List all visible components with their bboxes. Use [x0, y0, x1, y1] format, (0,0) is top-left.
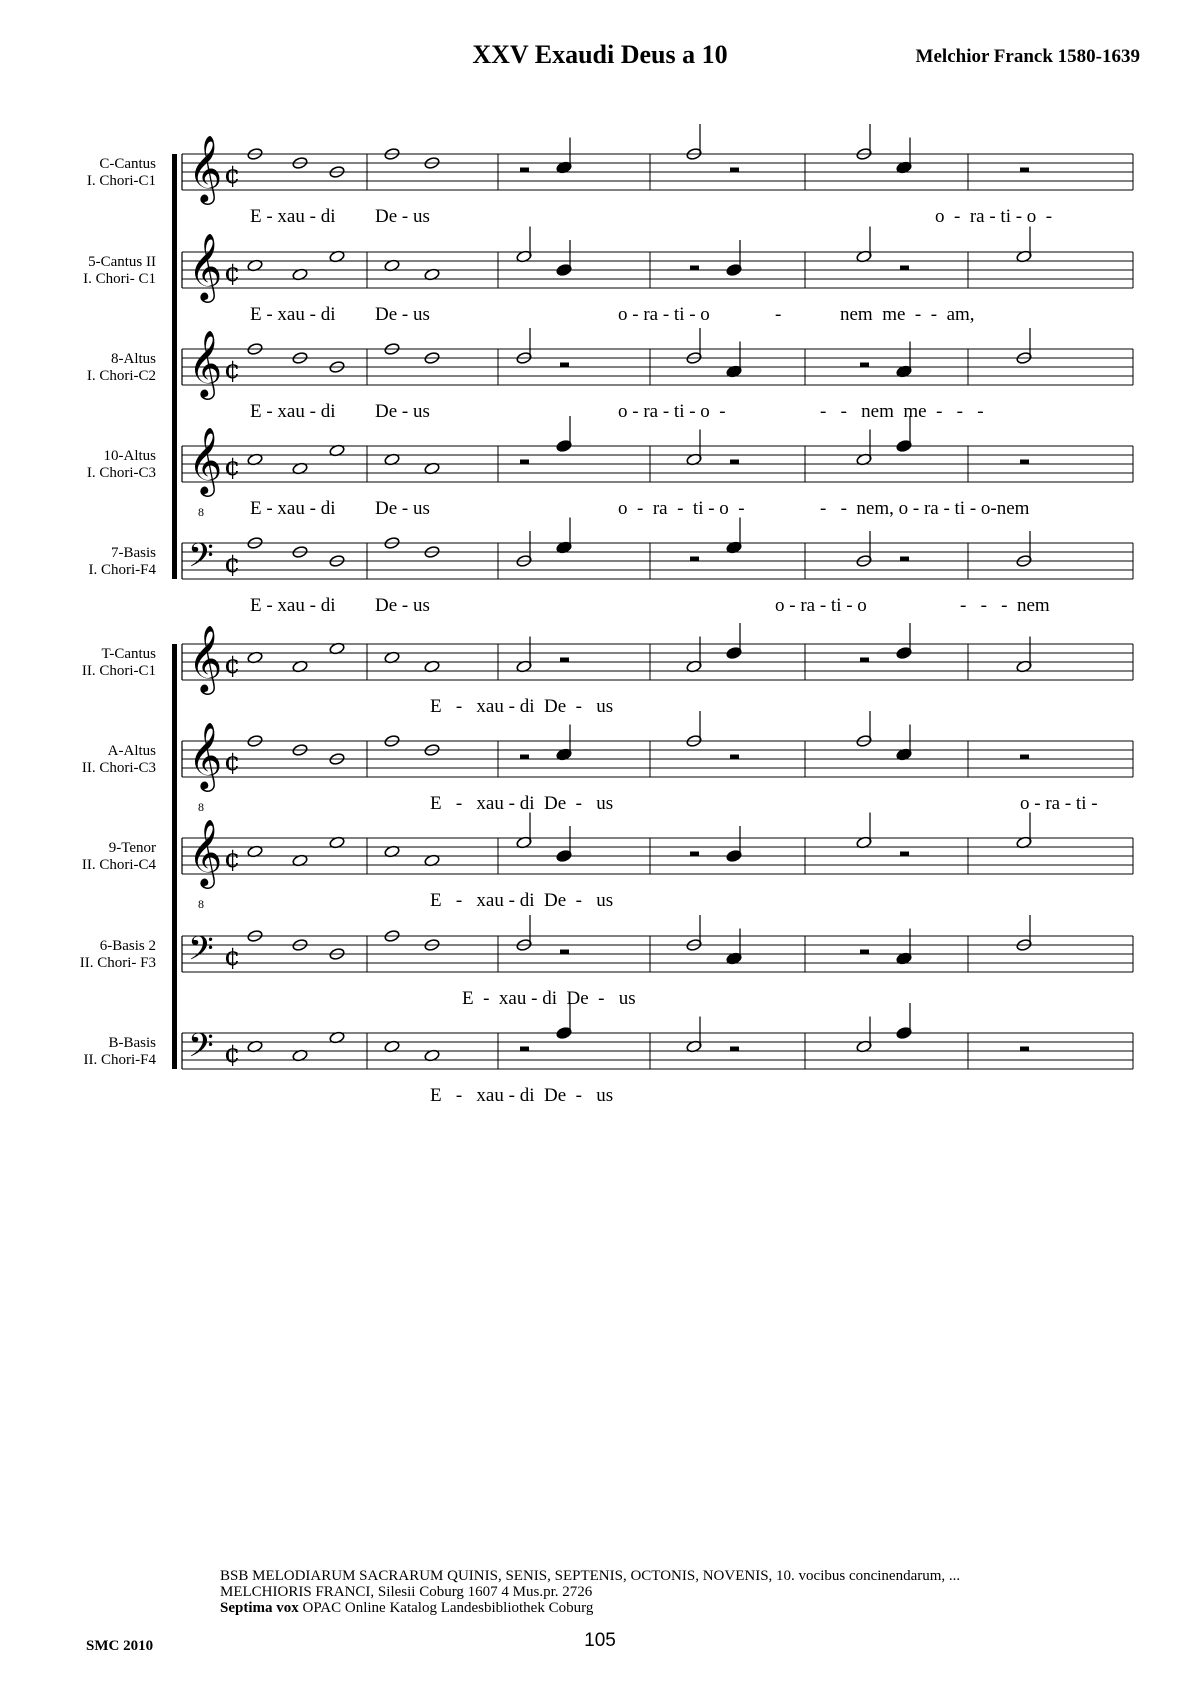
- lyric-syllables: o - ra - ti - o -: [935, 206, 1053, 227]
- cut-time-icon: ¢: [224, 355, 241, 385]
- rest-mark: [730, 168, 739, 172]
- voice-label-5: [89, 545, 157, 579]
- staff-7: [182, 711, 1133, 814]
- cut-time-icon: ¢: [224, 452, 241, 482]
- lyric-syllables: E - xau - di De - us: [430, 793, 614, 814]
- staff-6: [182, 623, 1133, 695]
- edition-mark: SMC 2010: [86, 1638, 154, 1654]
- voice-name: 9-Tenor: [108, 840, 156, 856]
- voice-name: A-Altus: [107, 743, 156, 759]
- rest-mark: [900, 266, 909, 270]
- treble-clef-icon: 𝄞: [188, 818, 223, 886]
- rest-mark: [690, 557, 699, 561]
- lyric-syllables: E - xau - di: [250, 206, 336, 227]
- rest-mark: [520, 460, 529, 464]
- staff-3: [182, 328, 1133, 400]
- lyric-syllables: E - xau - di: [250, 304, 336, 325]
- lyric-syllables: E - xau - di De - us: [430, 696, 614, 717]
- rest-mark: [520, 755, 529, 759]
- cut-time-icon: ¢: [224, 942, 241, 972]
- voice-choir: I. Chori-C1: [86, 173, 156, 189]
- choir-1-bracket: [172, 154, 177, 579]
- rest-mark: [560, 363, 569, 367]
- staff-10: [182, 1003, 1133, 1073]
- lyric-syllables: nem me - - am,: [840, 304, 975, 325]
- voice-label-10: [84, 1035, 157, 1069]
- voice-label-6: [82, 646, 156, 680]
- rest-mark: [900, 557, 909, 561]
- voice-name: 10-Altus: [103, 448, 156, 464]
- voice-label-7: [82, 743, 156, 777]
- rest-mark: [520, 1047, 529, 1051]
- rest-mark: [560, 950, 569, 954]
- staff-9: [182, 915, 1133, 976]
- rest-mark: [1020, 755, 1029, 759]
- voice-name: T-Cantus: [101, 646, 156, 662]
- composer-credit: Melchior Franck 1580-1639: [915, 46, 1140, 67]
- voice-choir: II. Chori-C4: [81, 857, 156, 873]
- cut-time-icon: ¢: [224, 1039, 241, 1069]
- rest-mark: [730, 460, 739, 464]
- treble-clef-icon: 𝄞: [188, 134, 223, 202]
- octave-8-mark: 8: [198, 505, 204, 519]
- rest-mark: [860, 658, 869, 662]
- lyric-syllables: De - us: [375, 498, 430, 519]
- rest-mark: [690, 852, 699, 856]
- cut-time-icon: ¢: [224, 160, 241, 190]
- source-footer: [220, 1568, 1140, 1616]
- lyric-syllables: -: [775, 304, 782, 325]
- voice-label-1: [87, 156, 156, 190]
- rest-mark: [730, 755, 739, 759]
- lyric-syllables: E - xau - di: [250, 401, 336, 422]
- cut-time-icon: ¢: [224, 549, 241, 579]
- lyric-syllables: E - xau - di De - us: [462, 988, 636, 1009]
- rest-mark: [860, 363, 869, 367]
- lyric-syllables: E - xau - di De - us: [430, 1085, 614, 1106]
- voice-name: 6-Basis 2: [99, 938, 156, 954]
- rest-mark: [860, 950, 869, 954]
- rest-mark: [730, 1047, 739, 1051]
- voice-name: 7-Basis: [111, 545, 156, 561]
- lyric-syllables: o - ra - ti -: [1020, 793, 1098, 814]
- lyric-syllables: De - us: [375, 595, 430, 616]
- lyric-syllables: - - nem me - - -: [820, 401, 984, 422]
- lyric-syllables: E - xau - di De - us: [430, 890, 614, 911]
- bass-clef-icon: 𝄢: [188, 537, 214, 583]
- rest-mark: [560, 658, 569, 662]
- lyric-syllables: o - ra - ti - o -: [618, 498, 745, 519]
- choir-2-bracket: [172, 644, 177, 1069]
- staff-1: [182, 124, 1133, 205]
- score-title: XXV Exaudi Deus a 10: [472, 40, 728, 69]
- voice-label-9: [80, 938, 156, 972]
- voice-name: 5-Cantus II: [88, 254, 156, 270]
- lyric-syllables: - - nem, o - ra - ti - o-nem: [820, 498, 1030, 519]
- voice-choir: II. Chori-F4: [83, 1052, 156, 1068]
- footer-line-2: MELCHIORIS FRANCI, Silesii Coburg 1607 4 Mus.pr. 2726: [220, 1584, 593, 1600]
- cut-time-icon: ¢: [224, 258, 241, 288]
- treble-clef-icon: 𝄞: [188, 721, 223, 789]
- rest-mark: [1020, 168, 1029, 172]
- voice-label-3: [87, 351, 156, 385]
- cut-time-icon: ¢: [224, 747, 241, 777]
- rest-mark: [520, 168, 529, 172]
- voice-choir: I. Chori-F4: [88, 562, 156, 578]
- octave-8-mark: 8: [198, 800, 204, 814]
- voice-choir: I. Chori- C1: [83, 271, 156, 287]
- treble-clef-icon: 𝄞: [188, 426, 223, 494]
- rest-mark: [1020, 1047, 1029, 1051]
- treble-clef-icon: 𝄞: [188, 329, 223, 397]
- treble-clef-icon: 𝄞: [188, 232, 223, 300]
- voice-label-4: [87, 448, 156, 482]
- voice-name: C-Cantus: [99, 156, 156, 172]
- footer-line-3: [220, 1600, 1140, 1616]
- rest-mark: [900, 852, 909, 856]
- voice-label-2: [83, 254, 156, 288]
- footer-line-1: BSB MELODIARUM SACRARUM QUINIS, SENIS, SEPTENIS, OCTONIS, NOVENIS, 10. vocibus concinendarum, ...: [220, 1568, 961, 1584]
- voice-choir: II. Chori-C3: [81, 760, 156, 776]
- voice-name: 8-Altus: [111, 351, 156, 367]
- cut-time-icon: ¢: [224, 844, 241, 874]
- voice-choir: II. Chori-C1: [81, 663, 156, 679]
- lyric-syllables: De - us: [375, 206, 430, 227]
- staff-2: [182, 227, 1133, 304]
- lyric-syllables: o - ra - ti - o: [775, 595, 867, 616]
- octave-8-mark: 8: [198, 897, 204, 911]
- treble-clef-icon: 𝄞: [188, 624, 223, 692]
- lyric-syllables: De - us: [375, 401, 430, 422]
- bass-clef-icon: 𝄢: [188, 1027, 214, 1073]
- voice-choir: I. Chori-C2: [86, 368, 156, 384]
- voice-choir: I. Chori-C3: [86, 465, 156, 481]
- bass-clef-icon: 𝄢: [188, 930, 214, 976]
- voice-choir: II. Chori- F3: [79, 955, 156, 971]
- rest-mark: [1020, 460, 1029, 464]
- lyric-syllables: E - xau - di: [250, 498, 336, 519]
- staff-8: [182, 813, 1133, 912]
- lyric-syllables: o - ra - ti - o: [618, 304, 710, 325]
- cut-time-icon: ¢: [224, 650, 241, 680]
- lyric-syllables: E - xau - di: [250, 595, 336, 616]
- footer-catalog: OPAC Online Katalog Landesbibliothek Coburg: [298, 1600, 594, 1616]
- footer-voice: Septima vox: [220, 1600, 299, 1616]
- lyric-syllables: o - ra - ti - o -: [618, 401, 726, 422]
- rest-mark: [690, 266, 699, 270]
- voice-label-8: [82, 840, 156, 874]
- voice-name: B-Basis: [108, 1035, 156, 1051]
- page-number: 105: [584, 1630, 616, 1651]
- staff-5: [182, 518, 1133, 584]
- lyric-syllables: - - - nem: [960, 595, 1050, 616]
- lyric-syllables: De - us: [375, 304, 430, 325]
